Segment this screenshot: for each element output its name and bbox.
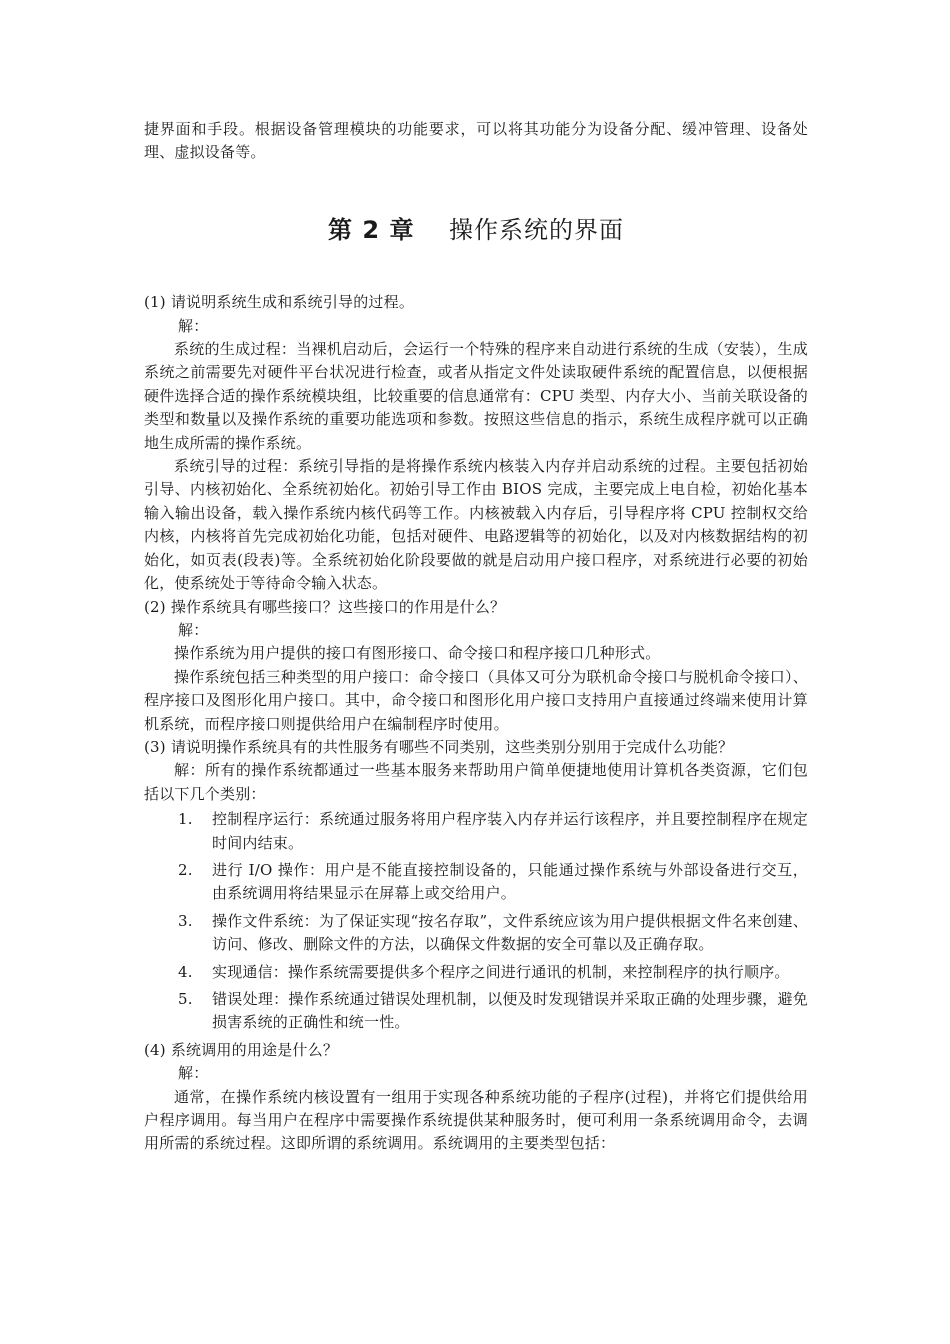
answer-4-paragraph: 通常，在操作系统内核设置有一组用于实现各种系统功能的子程序(过程)，并将它们提供给用户程序调用。每当用户在程序中需要操作系统提供某种服务时，便可利用一条系统调用命令，去调用所需的系统过程。这即所谓的系统调用。系统调用的主要类型包括： [144,1087,808,1153]
list-item [144,988,808,1035]
answer-2-paragraph: 操作系统包括三种类型的用户接口：命令接口（具体又可分为联机命令接口与脱机命令接口）、程序接口及图形化用户接口。其中，命令接口和图形化用户接口支持用户直接通过终端来使用计算机系统，而程序接口则提供给用户在编制程序时使用。 [144,667,808,733]
question-4: (4) 系统调用的用途是什么？ [144,1040,339,1059]
list-item [144,859,808,906]
answer-1-paragraph: 系统的生成过程：当裸机启动后，会运行一个特殊的程序来自动进行系统的生成（安装），生成系统之前需要先对硬件平台状况进行检查，或者从指定文件处读取硬件系统的配置信息，以便根据硬件选择合适的操作系统模块组，比较重要的信息通常有：CPU 类型、内存大小、当前关联设备的类型和数量以及操作系统的重要功能选项和参数。按照这些信息的指示，系统生成程序就可以正确地生成所需的操作系统。 [144,340,808,452]
list-item [144,910,808,957]
list-item-text: 实现通信：操作系统需要提供多个程序之间进行通讯的机制，来控制程序的执行顺序。 [212,962,790,981]
list-item-text: 控制程序运行：系统通过服务将用户程序装入内存并运行该程序，并且要控制程序在规定时间内结束。 [212,810,808,852]
answer-2-label: 解： [178,620,209,639]
answer-2-paragraph: 操作系统为用户提供的接口有图形接口、命令接口和程序接口几种形式。 [174,644,661,663]
list-item-number: 4. [178,962,193,981]
question-2: (2) 操作系统具有哪些接口？这些接口的作用是什么？ [144,597,506,616]
list-item [144,961,808,984]
answer-4-label: 解： [178,1064,209,1083]
list-item-number: 2. [178,860,193,879]
list-item-text: 进行 I/O 操作：用户是不能直接控制设备的，只能通过操作系统与外部设备进行交互，由系统调用将结果显示在屏幕上或交给用户。 [212,860,808,903]
list-item-text: 操作文件系统：为了保证实现“按名存取”，文件系统应该为用户提供根据文件名来创建、访问、修改、删除文件的方法，以确保文件数据的安全可靠以及正确存取。 [212,911,808,954]
question-1: (1) 请说明系统生成和系统引导的过程。 [144,293,415,312]
question-3: (3) 请说明操作系统具有的共性服务有哪些不同类别，这些类别分别用于完成什么功能？ [144,737,734,756]
chapter-title: 操作系统的界面 [448,215,624,244]
list-item-number: 1. [178,810,193,829]
list-item-number: 5. [178,990,193,1008]
list-item [144,808,808,855]
intro-paragraph: 捷界面和手段。根据设备管理模块的功能要求，可以将其功能分为设备分配、缓冲管理、设备处理、虚拟设备等。 [144,120,808,162]
page-content [144,118,808,1156]
chapter-heading [144,215,808,244]
list-item-text: 错误处理：操作系统通过错误处理机制，以便及时发现错误并采取正确的处理步骤，避免损害系统的正确性和统一性。 [212,990,808,1032]
answer-1-paragraph: 系统引导的过程：系统引导指的是将操作系统内核装入内存并启动系统的过程。主要包括初始引导、内核初始化、全系统初始化。初始引导工作由 BIOS 完成，主要完成上电自检，初始化基本输入输出设备，载入操作系统内核代码等工作。内核被载入内存后，引导程序将 CPU 控制权交给内核，内核将首先完成初始化功能，包括对硬件、电路逻辑等的初始化，以及对内核数据结构的初始化，如页表(段表)等。全系统初始化阶段要做的就是启动用户接口程序，对系统进行必要的初始化，使系统处于等待命令输入状态。 [144,457,808,593]
list-item-number: 3. [178,911,193,930]
answer-1-label: 解： [178,316,209,335]
chapter-label: 第 2 章 [328,215,415,244]
service-category-list [144,808,808,1035]
answer-3-intro: 解：所有的操作系统都通过一些基本服务来帮助用户简单便捷地使用计算机各类资源，它们包括以下几个类别： [144,761,808,803]
